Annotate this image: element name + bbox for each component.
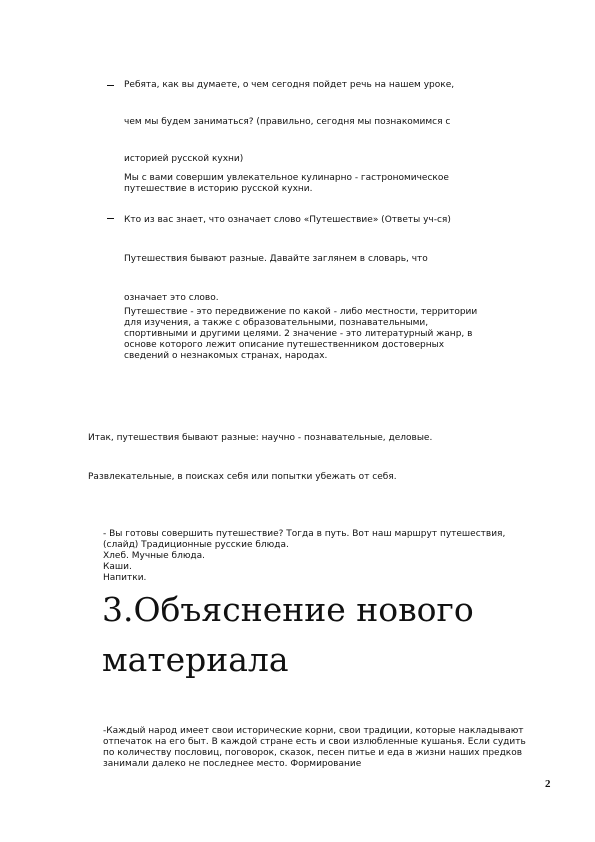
paragraph-line: историей русской кухни) [124,154,244,164]
list-item: Напитки. [103,573,147,583]
definition-paragraph: Путешествие - это передвижение по какой - либо местности, территории для изучения, а также с образовательными, познавательными, спортивными и другими целями. 2 значение - это литературный жанр, в основе которого лежит описание путешественником достоверных сведений о незнакомых странах, народах. [124,307,478,361]
paragraph-line: Путешествия бывают разные. Давайте заглянем в словарь, что [124,254,428,264]
paragraph: - Вы готовы совершить путешествие? Тогда в путь. Вот наш маршрут путешествия, (слайд) Традиционные русские блюда. [103,529,506,550]
section-heading-line1: 3.Объяснение нового [102,590,474,629]
paragraph: Мы с вами совершим увлекательное кулинарно - гастрономическое путешествие в историю русской кухни. [124,173,449,194]
paragraph-line: чем мы будем заниматься? (правильно, сегодня мы познакомимся с [124,117,451,127]
list-item: Каши. [103,562,132,572]
list-item: Хлеб. Мучные блюда. [103,551,206,561]
bullet-dash-1 [107,85,114,86]
paragraph-line: Кто из вас знает, что означает слово «Путешествие» (Ответы уч-ся) [124,215,451,225]
page-number: 2 [545,778,551,790]
paragraph-line: означает это слово. [124,293,219,303]
paragraph-line: Развлекательные, в поисках себя или попытки убежать от себя. [88,472,397,482]
paragraph-line: Ребята, как вы думаете, о чем сегодня пойдет речь на нашем уроке, [124,80,455,90]
bullet-dash-2 [107,218,114,219]
paragraph: -Каждый народ имеет свои исторические корни, свои традиции, которые накладывают отпечаток на его быт. В каждой стране есть и свои излюбленные кушанья. Если судить по количеству пословиц, поговорок, сказок, песен питье и еда в жизни наших предков занимали далеко не последнее место. Формирование [103,726,526,769]
section-heading-line2: материала [102,640,289,679]
paragraph-line: Итак, путешествия бывают разные: научно - познавательные, деловые. [88,433,433,443]
